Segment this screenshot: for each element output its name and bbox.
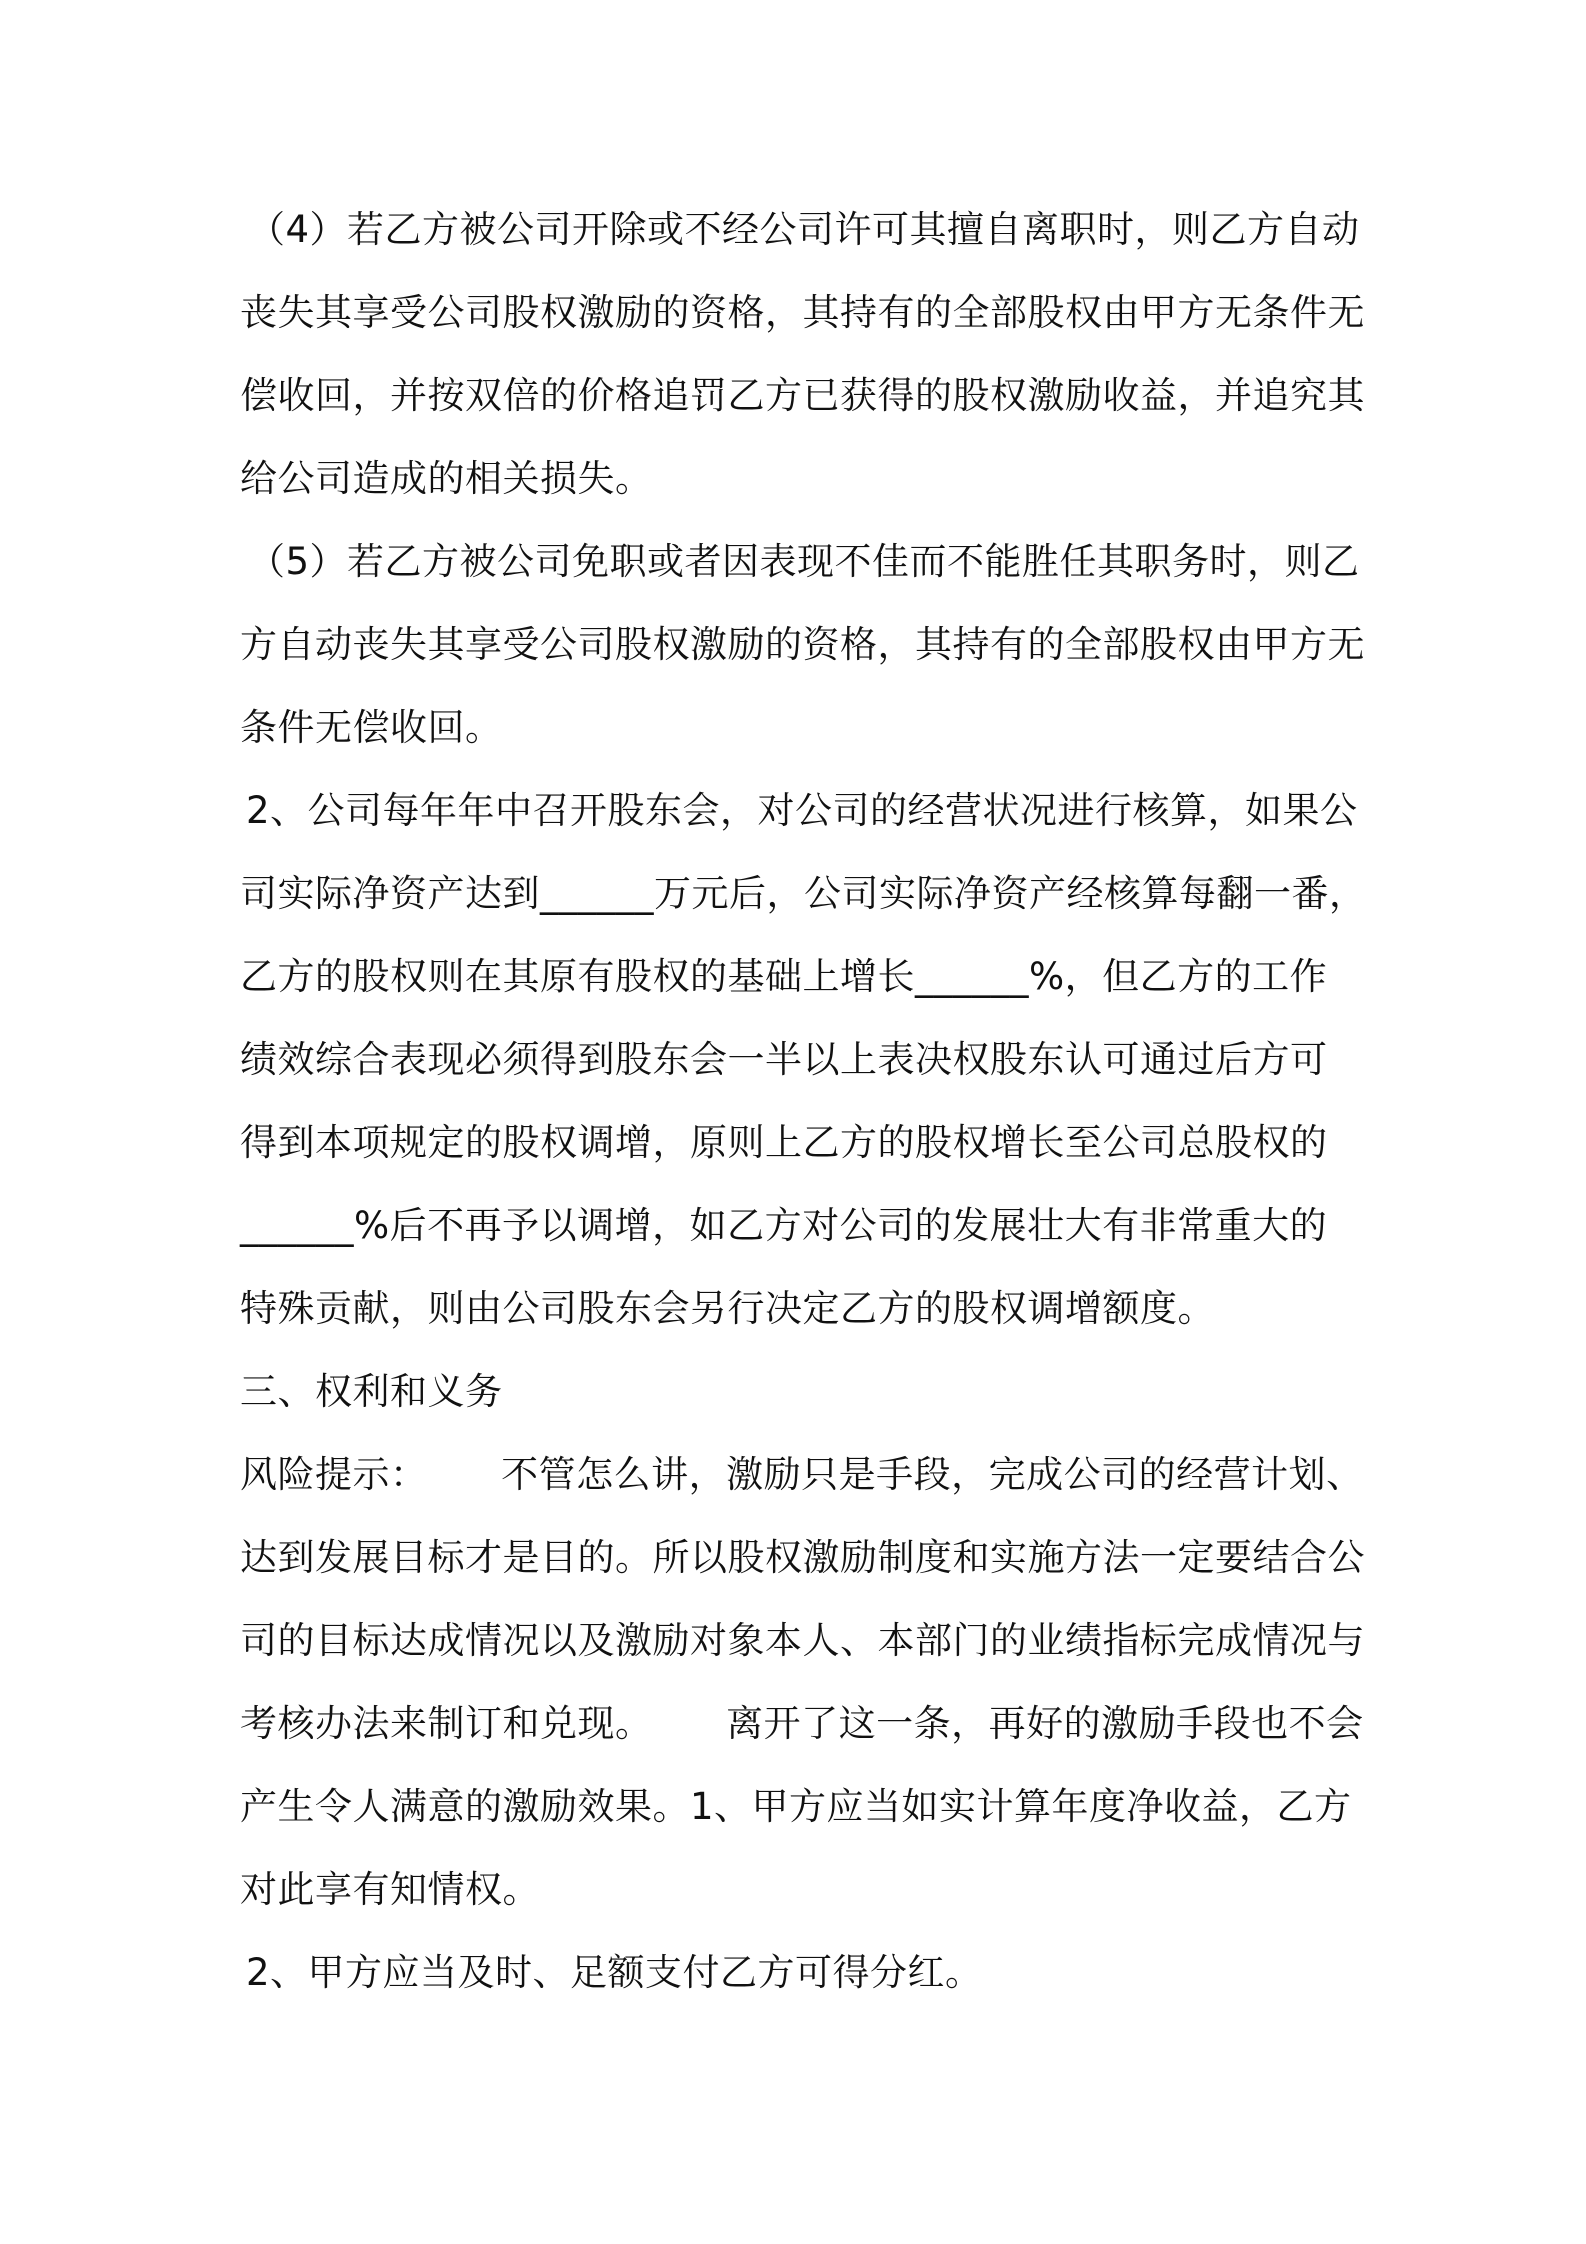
text-line: 2、公司每年年中召开股东会，对公司的经营状况进行核算，如果公 (246, 789, 1358, 832)
text-line: （4）若乙方被公司开除或不经公司许可其擅自离职时，则乙方自动 (248, 208, 1360, 251)
text-line: 司实际净资产达到______万元后，公司实际净资产经核算每翻一番， (240, 872, 1367, 915)
text-line: 2、甲方应当及时、足额支付乙方可得分红。 (246, 1951, 983, 1994)
text-line: 考核办法来制订和兑现。 离开了这一条，再好的激励手段也不会 (240, 1702, 1364, 1745)
text-line: 给公司造成的相关损失。 (240, 457, 653, 500)
text-line: 条件无偿收回。 (240, 706, 503, 749)
text-line: 产生令人满意的激励效果。1、甲方应当如实计算年度净收益，乙方 (240, 1785, 1352, 1828)
text-line: 达到发展目标才是目的。所以股权激励制度和实施方法一定要结合公 (240, 1536, 1365, 1579)
text-line: 偿收回，并按双倍的价格追罚乙方已获得的股权激励收益，并追究其 (240, 374, 1365, 417)
text-line: 特殊贡献，则由公司股东会另行决定乙方的股权调增额度。 (240, 1287, 1215, 1330)
text-line: 丧失其享受公司股权激励的资格，其持有的全部股权由甲方无条件无 (240, 291, 1365, 334)
text-line: ______%后不再予以调增，如乙方对公司的发展壮大有非常重大的 (240, 1204, 1328, 1247)
text-line: 风险提示： 不管怎么讲，激励只是手段，完成公司的经营计划、 (240, 1453, 1364, 1496)
text-line: 方自动丧失其享受公司股权激励的资格，其持有的全部股权由甲方无 (240, 623, 1365, 666)
text-line: 司的目标达成情况以及激励对象本人、本部门的业绩指标完成情况与 (240, 1619, 1365, 1662)
text-line: 绩效综合表现必须得到股东会一半以上表决权股东认可通过后方可 (240, 1038, 1328, 1081)
text-line: 对此享有知情权。 (240, 1868, 540, 1911)
section-heading: 三、权利和义务 (240, 1370, 503, 1413)
text-line: 乙方的股权则在其原有股权的基础上增长______%，但乙方的工作 (240, 955, 1328, 998)
text-line: （5）若乙方被公司免职或者因表现不佳而不能胜任其职务时，则乙 (248, 540, 1360, 583)
text-line: 得到本项规定的股权调增，原则上乙方的股权增长至公司总股权的 (240, 1121, 1328, 1164)
